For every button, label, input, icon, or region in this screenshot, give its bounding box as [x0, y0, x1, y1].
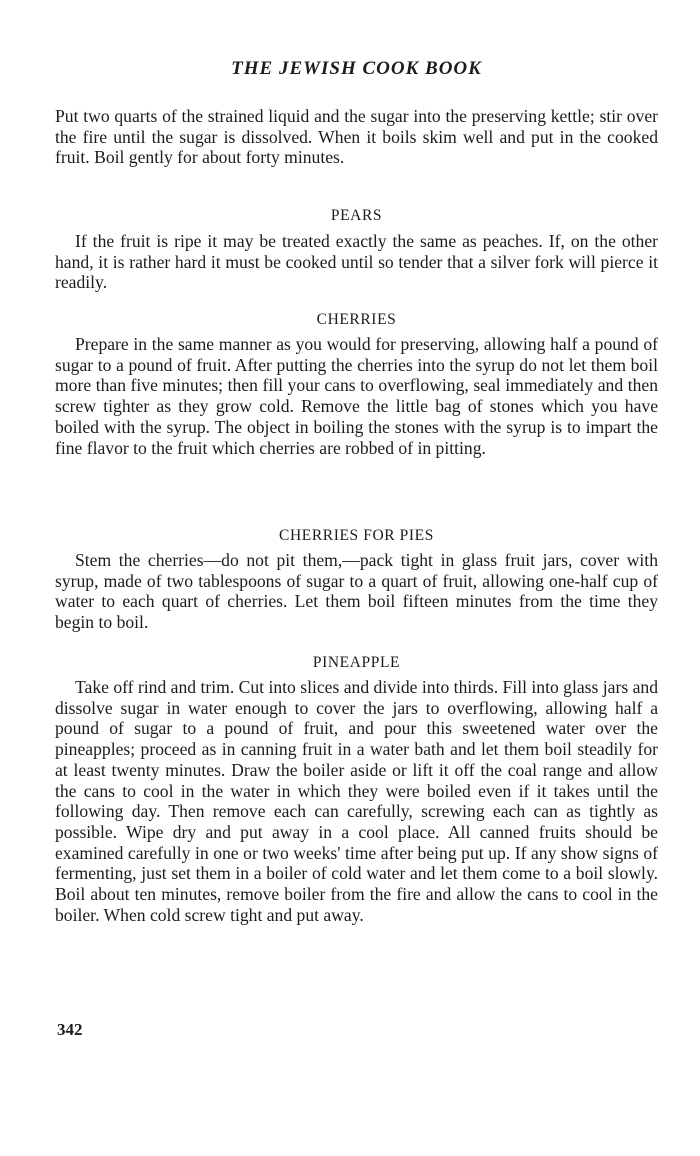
pineapple-heading: PINEAPPLE [312, 654, 401, 671]
cherries-paragraph: Prepare in the same manner as you would for preserving, allowing half a pound of sugar to a pound of fruit. After putting the cherries into the syrup do not let them boil more than five minutes; then fill your cans to overflowing, seal immediately and then screw tighter as they grow cold. Remove the little bag of stones which you have boiled with the syrup. The object in boiling the stones with the syrup is to impart the fine flavor to the fruit which cherries are robbed of in pitting. [55, 334, 658, 458]
pears-heading: PEARS [330, 207, 383, 224]
pears-paragraph: If the fruit is ripe it may be treated exactly the same as peaches. If, on the other hand, it is rather hard it must be cooked until so tender that a silver fork will pierce it readily. [55, 231, 658, 293]
running-header: THE JEWISH COOK BOOK [231, 58, 482, 79]
cherries-heading: CHERRIES [316, 311, 397, 328]
page-number: 342 [57, 1020, 83, 1039]
intro-paragraph: Put two quarts of the strained liquid and the sugar into the preserving kettle; stir over the fire until the sugar is dissolved. When it boils skim well and put in the cooked fruit. Boil gently for about forty minutes. [55, 106, 658, 168]
cherries-for-pies-heading: CHERRIES FOR PIES [279, 527, 434, 544]
cherries-for-pies-paragraph: Stem the cherries—do not pit them,—pack tight in glass fruit jars, cover with syrup, made of two tablespoons of sugar to a quart of fruit, allowing one-half cup of water to each quart of cherries. Let them boil fifteen minutes from the time they begin to boil. [55, 550, 658, 633]
pineapple-paragraph: Take off rind and trim. Cut into slices and divide into thirds. Fill into glass jars and dissolve sugar in water enough to cover the jars to overflowing, allowing half a pound of sugar to a pound of fruit, and pour this sweetened water over the pineapples; proceed as in canning fruit in a water bath and let them boil steadily for at least twenty minutes. Draw the boiler aside or lift it off the coal range and allow the cans to cool in the water in which they were boiled even if it takes until the following day. Then remove each can carefully, screwing each can as tightly as possible. Wipe dry and put away in a cool place. All canned fruits should be examined carefully in one or two weeks' time after being put up. If any show signs of fermenting, just set them in a boiler of cold water and let them come to a boil slowly. Boil about ten minutes, remove boiler from the fire and allow the cans to cool in the boiler. When cold screw tight and put away. [55, 677, 658, 925]
